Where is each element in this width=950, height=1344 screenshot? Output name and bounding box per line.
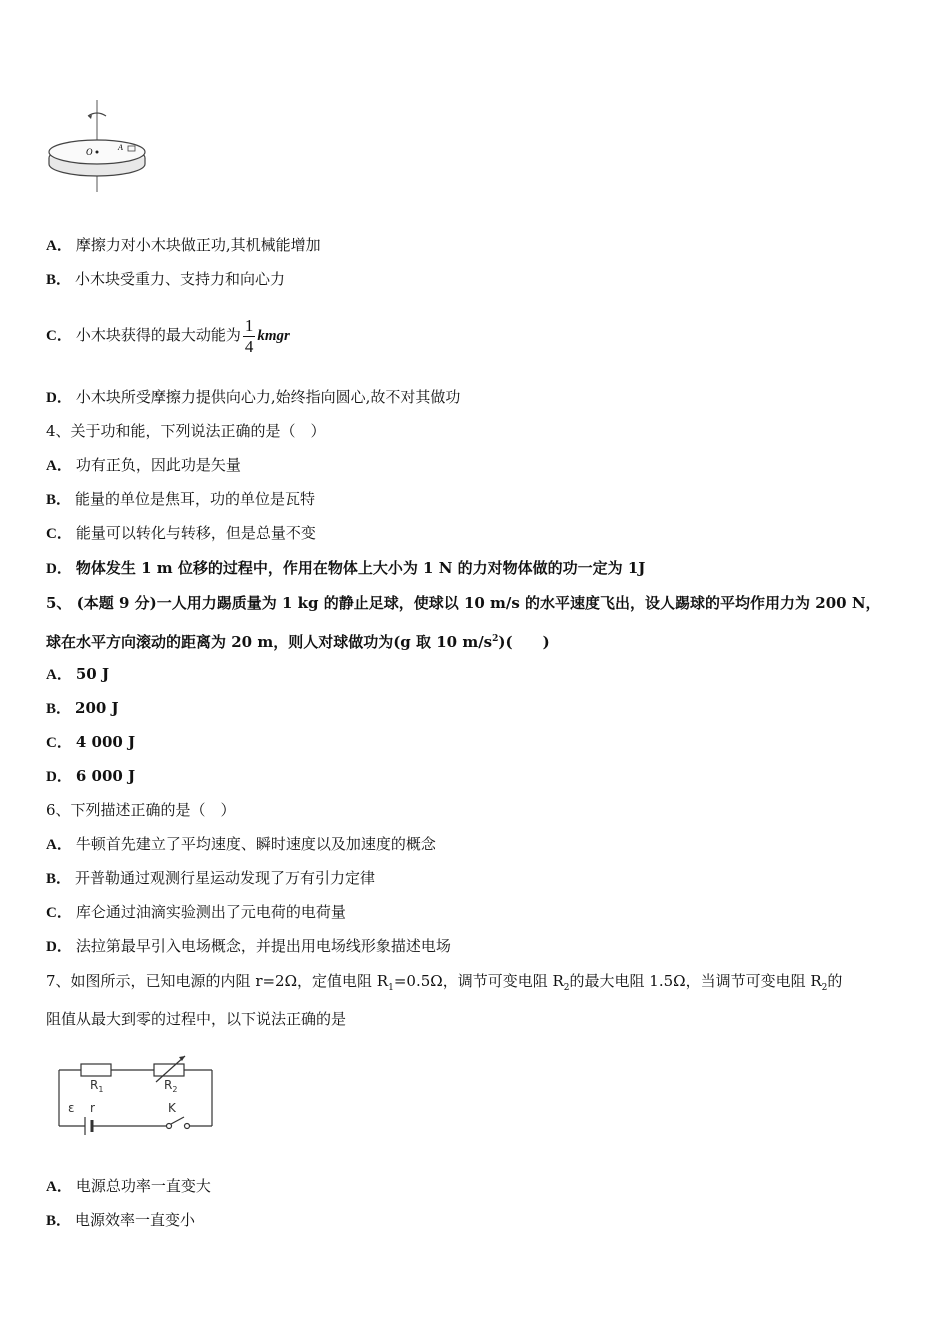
r1-sub: 1 [98, 1085, 104, 1094]
q7-option-a: A． 电源总功率一直变大 [46, 1177, 211, 1195]
q6-option-a: A． 牛顿首先建立了平均速度、瞬时速度以及加速度的概念 [46, 835, 436, 853]
q3-option-c: C． 小木块获得的最大动能为 $\frac{1}{4}$ kmgr [46, 315, 290, 356]
r1-label: R [90, 1078, 99, 1092]
q6-stem: 6、下列描述正确的是（ ） [46, 801, 236, 819]
q3-option-d: D． 小木块所受摩擦力提供向心力,始终指向圆心,故不对其做功 [46, 388, 461, 406]
q7-stem-line2: 阻值从最大到零的过程中，以下说法正确的是 [46, 1010, 347, 1028]
q4-option-c: C． 能量可以转化与转移，但是总量不变 [46, 524, 316, 542]
circuit-diagram [52, 1054, 218, 1140]
q5-option-d: D． 6 000 J [46, 767, 136, 785]
internal-r-label: r [90, 1101, 95, 1115]
svg-text:R2 [164, 1078, 177, 1094]
q4-option-a: A． 功有正负，因此功是矢量 [46, 456, 241, 474]
switch-label: K [168, 1101, 176, 1115]
q4-option-b: B． 能量的单位是焦耳，功的单位是瓦特 [46, 490, 316, 508]
q4-stem: 4、关于功和能，下列说法正确的是（ ） [46, 422, 326, 440]
q4-option-d: D． 物体发生 1 m 位移的过程中，作用在物体上大小为 1 N 的力对物体做的功一定为 1J [46, 559, 646, 577]
q3-option-a: A． 摩擦力对小木块做正功,其机械能增加 [46, 236, 321, 254]
q6-option-c: C． 库仑通过油滴实验测出了元电荷的电荷量 [46, 903, 346, 921]
emf-label: ε [68, 1101, 75, 1115]
svg-text:R1 [90, 1078, 103, 1094]
q5-option-c: C． 4 000 J [46, 733, 136, 751]
rotating-disk-figure [44, 98, 150, 194]
q7-option-b: B． 电源效率一直变小 [46, 1211, 196, 1229]
q6-option-b: B． 开普勒通过观测行星运动发现了万有引力定律 [46, 869, 376, 887]
label-a: A [118, 143, 123, 152]
q5-stem-line2: 球在水平方向滚动的距离为 20 m，则人对球做功为(g 取 10 $m/s^2$)( ) [46, 633, 550, 651]
r2-sub: 2 [172, 1085, 178, 1094]
q7-stem-line1: 7、如图所示，已知电源的内阻 r=2Ω，定值电阻 $R_1=0.5\Omega$，调节可变电阻 $R_2$的最大电阻 1.5Ω，当调节可变电阻 $R_2$的 [46, 972, 843, 993]
r2-label: R [164, 1078, 173, 1092]
q5-stem-line1: 5、 (本题 9 分)一人用力踢质量为 1 kg 的静止足球，使球以 10 m/s 的水平速度飞出，设人踢球的平均作用力为 200 N， [46, 594, 881, 612]
q5-option-a: A． 50 J [46, 665, 110, 683]
label-o: O [86, 147, 93, 157]
q3-option-b: B． 小木块受重力、支持力和向心力 [46, 270, 286, 288]
q6-option-d: D． 法拉第最早引入电场概念，并提出用电场线形象描述电场 [46, 937, 451, 955]
fraction: $\frac{1}{4}$ [244, 315, 254, 356]
q5-option-b: B． 200 J [46, 699, 119, 717]
